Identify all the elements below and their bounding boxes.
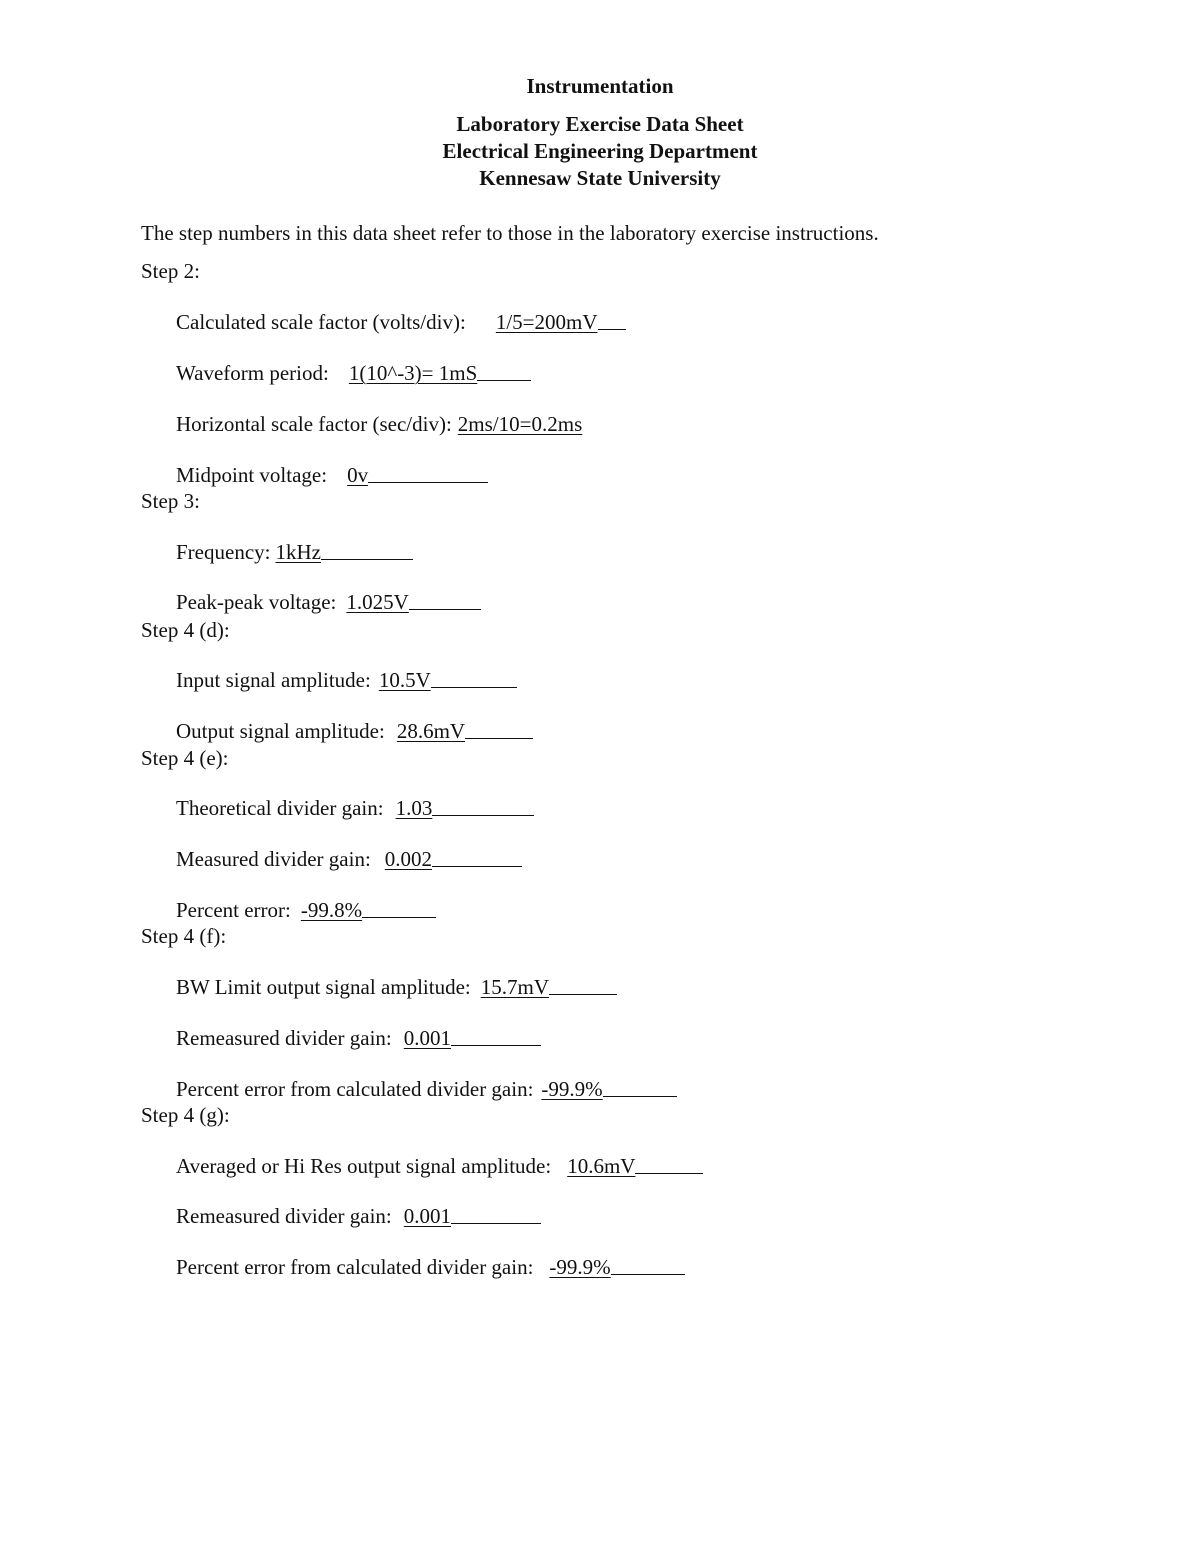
measured-gain-field — [176, 846, 522, 872]
step-3-heading: Step 3: — [141, 489, 200, 513]
midpoint-voltage-blank — [368, 481, 488, 483]
step-4e-heading: Step 4 (e): — [141, 746, 229, 770]
output-amplitude-field — [176, 718, 533, 744]
input-amplitude-value: 10.5V — [378, 668, 431, 692]
percent-error-e-blank — [362, 916, 436, 918]
scale-factor-field — [176, 309, 626, 335]
step-4d-heading: Step 4 (d): — [141, 618, 230, 642]
averaged-amplitude-field — [176, 1153, 703, 1179]
waveform-period-field — [176, 360, 531, 386]
intro-text: The step numbers in this data sheet refer to those in the laboratory exercise instructions. — [141, 221, 879, 245]
step-4g-heading: Step 4 (g): — [141, 1103, 230, 1127]
percent-error-e-value: -99.8% — [300, 898, 363, 922]
peak-peak-voltage-label: Peak-peak voltage: — [176, 590, 337, 614]
university-name: Kennesaw State University — [479, 166, 721, 190]
frequency-field — [176, 539, 413, 565]
averaged-amplitude-label: Averaged or Hi Res output signal amplitude: — [176, 1154, 552, 1178]
percent-error-g-blank — [611, 1273, 685, 1275]
step-4f-heading: Step 4 (f): — [141, 924, 227, 948]
scale-factor-value: 1/5=200mV — [495, 310, 598, 334]
waveform-period-blank — [477, 379, 531, 381]
remeasured-gain-g-blank — [451, 1222, 541, 1224]
scale-factor-label: Calculated scale factor (volts/div): — [176, 310, 466, 334]
course-title: Instrumentation — [526, 74, 674, 98]
percent-error-f-value: -99.9% — [541, 1077, 603, 1101]
percent-error-e-field — [176, 897, 436, 923]
waveform-period-label: Waveform period: — [176, 361, 329, 385]
averaged-amplitude-value: 10.6mV — [567, 1154, 636, 1178]
input-amplitude-field — [176, 667, 517, 693]
averaged-amplitude-blank — [635, 1172, 703, 1174]
bw-limit-amplitude-value: 15.7mV — [480, 975, 550, 999]
peak-peak-voltage-field — [176, 589, 481, 615]
midpoint-voltage-value: 0v — [347, 463, 369, 487]
percent-error-g-field — [176, 1254, 685, 1280]
theoretical-gain-label: Theoretical divider gain: — [176, 796, 384, 820]
frequency-value: 1kHz — [275, 540, 321, 564]
measured-gain-label: Measured divider gain: — [176, 847, 371, 871]
horizontal-scale-field — [176, 411, 582, 437]
peak-peak-voltage-blank — [409, 608, 481, 610]
bw-limit-amplitude-label: BW Limit output signal amplitude: — [176, 975, 471, 999]
remeasured-gain-f-value: 0.001 — [403, 1026, 452, 1050]
output-amplitude-blank — [465, 737, 533, 739]
remeasured-gain-f-blank — [451, 1044, 541, 1046]
scale-factor-blank — [598, 328, 626, 330]
department-name: Electrical Engineering Department — [442, 139, 758, 163]
percent-error-e-label: Percent error: — [176, 898, 291, 922]
output-amplitude-label: Output signal amplitude: — [176, 719, 385, 743]
input-amplitude-blank — [431, 686, 517, 688]
midpoint-voltage-label: Midpoint voltage: — [176, 463, 328, 487]
peak-peak-voltage-value: 1.025V — [346, 590, 409, 614]
remeasured-gain-g-label: Remeasured divider gain: — [176, 1204, 392, 1228]
theoretical-gain-field — [176, 795, 534, 821]
remeasured-gain-g-value: 0.001 — [403, 1204, 452, 1228]
theoretical-gain-value: 1.03 — [395, 796, 433, 820]
measured-gain-value: 0.002 — [384, 847, 433, 871]
step-2-heading: Step 2: — [141, 259, 200, 283]
bw-limit-amplitude-blank — [549, 993, 617, 995]
frequency-label: Frequency: — [176, 540, 271, 564]
horizontal-scale-label: Horizontal scale factor (sec/div): — [176, 412, 452, 436]
percent-error-f-blank — [603, 1095, 677, 1097]
remeasured-gain-f-field — [176, 1025, 541, 1051]
frequency-blank — [321, 558, 413, 560]
percent-error-g-label: Percent error from calculated divider gain: — [176, 1255, 534, 1279]
remeasured-gain-g-field — [176, 1203, 541, 1229]
horizontal-scale-value: 2ms/10=0.2ms — [457, 412, 583, 436]
document-title: Laboratory Exercise Data Sheet — [456, 112, 744, 136]
percent-error-g-value: -99.9% — [549, 1255, 611, 1279]
midpoint-voltage-field — [176, 462, 488, 488]
percent-error-f-label: Percent error from calculated divider gain: — [176, 1077, 534, 1101]
waveform-period-value: 1(10^-3)= 1mS — [348, 361, 478, 385]
input-amplitude-label: Input signal amplitude: — [176, 668, 371, 692]
output-amplitude-value: 28.6mV — [396, 719, 466, 743]
remeasured-gain-f-label: Remeasured divider gain: — [176, 1026, 392, 1050]
bw-limit-amplitude-field — [176, 974, 617, 1000]
percent-error-f-field — [176, 1076, 677, 1102]
theoretical-gain-blank — [432, 814, 534, 816]
measured-gain-blank — [432, 865, 522, 867]
